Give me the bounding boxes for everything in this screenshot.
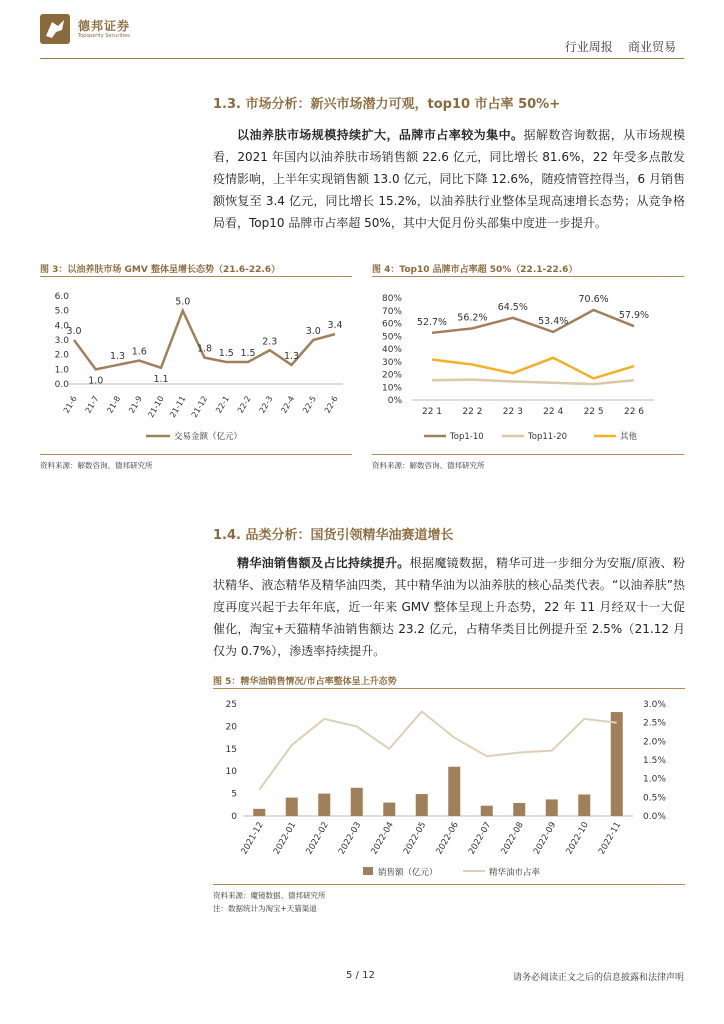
y-right-tick-label: 0.5% xyxy=(643,793,666,804)
data-label: 1.8 xyxy=(196,343,213,355)
x-tick-label: 21-6 xyxy=(61,394,79,415)
y-left-tick-label: 5 xyxy=(231,789,237,800)
fig4-bottom-rule xyxy=(372,454,684,455)
x-tick-label: 2022-10 xyxy=(564,820,591,857)
y-tick-label: 50% xyxy=(381,332,402,343)
y-right-tick-label: 1.5% xyxy=(643,756,666,766)
y-tick-label: 4.0 xyxy=(54,321,69,332)
fig3-source: 资料来源：解数咨询、德邦研究所 xyxy=(40,461,153,470)
x-tick-label: 2021-12 xyxy=(239,820,266,857)
paragraph-lead: 精华油销售额及占比持续提升。 xyxy=(237,556,410,570)
data-label: 2.3 xyxy=(262,336,278,348)
page-number: 5 / 12 xyxy=(346,970,375,981)
x-tick-label: 2022-02 xyxy=(304,820,331,857)
x-tick-label: 22 5 xyxy=(583,407,604,417)
bar-sales xyxy=(611,712,623,816)
data-label: 5.0 xyxy=(175,296,191,308)
x-tick-label: 2022-05 xyxy=(401,820,429,857)
bar-sales xyxy=(253,809,265,816)
fig3-chart xyxy=(40,284,352,450)
fig4-title: 图 4：Top10 品牌市占率超 50%（22.1-22.6） xyxy=(372,265,578,275)
legend-label-2: 其他 xyxy=(620,432,638,442)
paragraph-lead: 以油养肤市场规模持续扩大，品牌市占率较为集中。 xyxy=(237,128,524,142)
bar-sales xyxy=(318,794,330,816)
y-tick-label: 40% xyxy=(381,345,402,355)
y-tick-label: 10% xyxy=(381,383,402,394)
bar-sales xyxy=(351,788,363,816)
fig5-title-rule xyxy=(213,688,685,689)
y-tick-label: 70% xyxy=(381,306,402,317)
y-tick-label: 5.0 xyxy=(54,306,69,317)
data-label: 1.6 xyxy=(131,346,147,358)
data-label: 1.5 xyxy=(218,348,234,359)
fig4-chart xyxy=(372,284,684,450)
y-tick-label: 80% xyxy=(381,294,402,304)
bar-sales xyxy=(578,794,590,816)
bar-sales xyxy=(546,799,558,816)
x-tick-label: 2022-06 xyxy=(434,820,461,857)
x-tick-label: 2022-01 xyxy=(271,820,299,857)
x-tick-label: 21-12 xyxy=(189,394,210,420)
y-right-tick-label: 1.0% xyxy=(643,774,666,785)
y-left-tick-label: 20 xyxy=(225,722,237,733)
x-tick-label: 2022-07 xyxy=(466,820,494,857)
paragraph-body: 根据魔镜数据，精华可进一步细分为安瓶/原液、粉状精华、液态精华及精华油四类，其中精华油为以油养肤的核心品类代表。“以油养肤”热度再度兴起于去年年底，近一年来 GMV 整体呈现上升态势，22 年 11 月经双十一大促催化，淘宝+天猫精华油销售额达 23.2 亿元，占精华类目比例提升至 2.5%（21.12 月仅为 0.7%），渗透率持续提升。 xyxy=(213,556,685,658)
y-right-tick-label: 3.0% xyxy=(643,700,666,710)
y-tick-label: 60% xyxy=(381,319,402,330)
x-tick-label: 22-1 xyxy=(214,394,231,415)
x-tick-label: 22 3 xyxy=(502,407,523,417)
series-line-2 xyxy=(432,358,634,379)
bar-sales xyxy=(416,794,428,816)
data-label: 52.7% xyxy=(416,316,448,328)
data-label: 1.5 xyxy=(240,348,256,359)
x-tick-label: 22 4 xyxy=(543,407,564,417)
x-tick-label: 22-6 xyxy=(322,394,340,415)
section-title-category: 1.4. 品类分析：国货引领精华油赛道增长 xyxy=(213,528,454,543)
bar-sales xyxy=(448,767,460,816)
data-label: 1.0 xyxy=(88,375,104,387)
legend-swatch-sales xyxy=(363,867,373,875)
x-tick-label: 22 6 xyxy=(623,407,645,417)
y-tick-label: 6.0 xyxy=(54,292,69,302)
footer-disclaimer: 请务必阅读正文之后的信息披露和法律声明 xyxy=(512,973,684,983)
data-label: 1.1 xyxy=(153,373,169,385)
data-label: 1.3 xyxy=(283,350,300,362)
legend-label-share: 精华油市占率 xyxy=(489,868,541,878)
x-tick-label: 22-4 xyxy=(279,394,297,415)
x-tick-label: 21-11 xyxy=(168,394,188,420)
data-label: 3.0 xyxy=(305,326,321,337)
x-tick-label: 21-10 xyxy=(146,394,166,420)
x-tick-label: 21-8 xyxy=(105,394,123,415)
logo-text: 德邦证券 xyxy=(78,19,131,33)
fig3-title: 图 3：以油养肤市场 GMV 整体呈增长态势（21.6-22.6） xyxy=(40,265,281,275)
y-tick-label: 3.0 xyxy=(54,336,69,346)
y-tick-label: 0% xyxy=(387,396,402,406)
x-tick-label: 2022-09 xyxy=(531,820,559,857)
x-tick-label: 22 2 xyxy=(462,407,483,417)
paragraph-category xyxy=(213,552,685,662)
y-tick-label: 30% xyxy=(381,357,402,368)
data-label: 56.2% xyxy=(457,312,488,324)
x-tick-label: 2022-11 xyxy=(596,820,624,857)
series-line-1 xyxy=(432,380,634,384)
y-right-tick-label: 2.0% xyxy=(643,737,666,748)
header-divider xyxy=(40,58,684,59)
fig5-title: 图 5：精华油销售情况/市占率整体呈上升态势 xyxy=(213,677,397,687)
data-label: 3.0 xyxy=(66,326,82,337)
data-label: 70.6% xyxy=(578,293,609,305)
legend-label-1: Top11-20 xyxy=(528,432,568,442)
data-label: 64.5% xyxy=(497,301,528,313)
fig5-chart xyxy=(213,694,685,884)
fig5-bottom-rule xyxy=(213,884,685,885)
data-label: 1.3 xyxy=(109,350,126,362)
y-left-tick-label: 0 xyxy=(231,812,237,822)
y-right-tick-label: 2.5% xyxy=(643,718,666,729)
header-category: 行业周报 商业贸易 xyxy=(564,40,676,54)
x-tick-label: 22-2 xyxy=(235,394,253,415)
x-tick-label: 22-3 xyxy=(257,394,275,415)
legend-label-0: Top1-10 xyxy=(450,432,484,442)
y-left-tick-label: 25 xyxy=(225,700,237,710)
x-tick-label: 2022-04 xyxy=(369,820,396,857)
y-tick-label: 20% xyxy=(381,370,402,381)
bar-sales xyxy=(481,806,493,816)
logo-subtext: Topsperity Securities xyxy=(78,33,130,39)
bar-sales xyxy=(513,803,525,816)
bar-sales xyxy=(286,798,298,816)
fig5-source: 资料来源：魔镜数据、德邦研究所 xyxy=(213,891,326,900)
data-label: 53.4% xyxy=(538,315,569,327)
x-tick-label: 22-5 xyxy=(301,394,318,415)
x-tick-label: 2022-03 xyxy=(336,820,364,857)
section-title-market: 1.3. 市场分析：新兴市场潜力可观，top10 市占率 50%+ xyxy=(213,97,561,112)
fig3-title-rule xyxy=(40,276,352,277)
logo-icon xyxy=(40,14,70,44)
x-tick-label: 22 1 xyxy=(421,407,443,417)
series-line-share xyxy=(259,711,617,789)
y-tick-label: 0.0 xyxy=(54,380,69,390)
fig4-title-rule xyxy=(372,276,684,277)
data-label: 57.9% xyxy=(618,310,650,322)
data-label: 3.4 xyxy=(327,320,343,332)
y-tick-label: 2.0 xyxy=(54,350,69,361)
fig3-bottom-rule xyxy=(40,454,352,455)
paragraph-market xyxy=(213,124,685,234)
y-left-tick-label: 10 xyxy=(225,767,237,778)
fig5-note: 注：数据统计为淘宝+天猫渠道 xyxy=(213,904,317,913)
y-tick-label: 1.0 xyxy=(54,365,69,376)
bar-sales xyxy=(383,803,395,816)
y-right-tick-label: 0.0% xyxy=(643,812,666,822)
legend-label-gmv: 交易金额（亿元） xyxy=(174,432,243,442)
paragraph-body: 据解数咨询数据，从市场规模看，2021 年国内以油养肤市场销售额 22.6 亿元，同比增长 81.6%，22 年受多点散发疫情影响，上半年实现销售额 13.0 亿元，同比下降 12.6%，随疫情管控得当，6 月销售额恢复至 3.4 亿元，同比增长 15.2%，以油养肤行业整体呈现高速增长态势；从竞争格局看，Top10 品牌市占率超 50%，其中大促月份头部集中度进一步提升。 xyxy=(213,128,685,230)
legend-label-sales: 销售额（亿元） xyxy=(378,868,438,878)
x-tick-label: 2022-08 xyxy=(499,820,526,857)
x-tick-label: 21-9 xyxy=(127,394,144,415)
y-left-tick-label: 15 xyxy=(225,744,237,755)
x-tick-label: 21-7 xyxy=(83,394,101,415)
fig4-source: 资料来源：解数咨询、德邦研究所 xyxy=(372,461,485,470)
